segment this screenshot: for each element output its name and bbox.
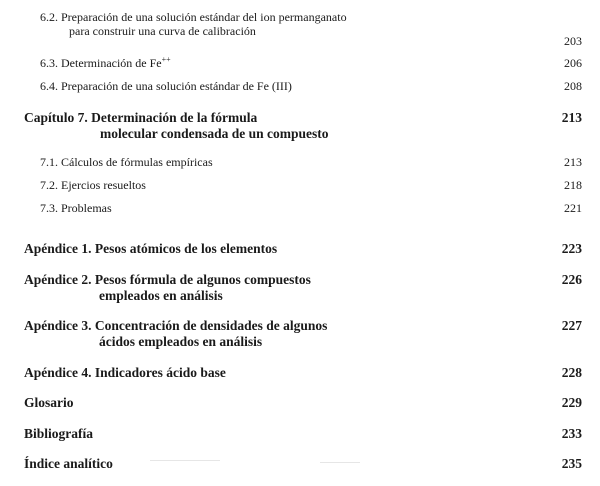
toc-entry-page-number: 218	[564, 178, 582, 192]
toc-entry-title: 7.1. Cálculos de fórmulas empíricas	[40, 155, 213, 169]
toc-entry-title-line-2: ácidos empleados en análisis	[99, 334, 263, 349]
toc-entry-page-number: 226	[561, 272, 582, 287]
toc-entry-title-text: 6.3. Determinación de Fe	[40, 56, 162, 70]
toc-entry-page-number: 229	[561, 395, 582, 410]
toc-entry-title: Glosario	[24, 395, 74, 410]
toc-entry-title: Apéndice 1. Pesos atómicos de los elementos	[24, 241, 278, 256]
toc-entry-page-number: 213	[564, 155, 582, 169]
scan-smudge	[320, 462, 360, 463]
toc-entry-title: 7.2. Ejercios resueltos	[40, 178, 146, 192]
toc-entry-page-number: 213	[561, 110, 582, 125]
toc-entry-title	[24, 272, 311, 304]
toc-entry-page-number: 223	[561, 241, 582, 256]
toc-entry-title-line-2: empleados en análisis	[99, 288, 223, 303]
toc-entry-page-number: 227	[561, 318, 582, 333]
toc-entry-title: 7.3. Problemas	[40, 201, 112, 215]
toc-entry-title	[40, 56, 171, 70]
toc-entry-title: Índice analítico	[24, 456, 113, 471]
toc-entry-title	[24, 110, 329, 142]
toc-entry-title-line-2: molecular condensada de un compuesto	[100, 126, 329, 141]
toc-entry-title-line-1: 6.2. Preparación de una solución estándar del ion permanganato	[40, 10, 347, 24]
toc-entry-page-number: 228	[561, 365, 582, 380]
toc-entry-title	[40, 10, 347, 38]
scan-smudge	[150, 460, 220, 461]
toc-entry-page-number: 235	[561, 456, 582, 471]
toc-entry-title: Bibliografía	[24, 426, 94, 441]
toc-entry-page-number: 208	[564, 79, 582, 93]
superscript-charge: ++	[161, 55, 171, 64]
toc-entry-title: 6.4. Preparación de una solución estándar de Fe (III)	[40, 79, 292, 93]
toc-entry-page-number: 221	[564, 201, 582, 215]
toc-entry-title: Apéndice 4. Indicadores ácido base	[24, 365, 226, 380]
toc-entry-page-number: 206	[564, 56, 582, 70]
toc-entry-page-number: 203	[564, 34, 582, 48]
toc-entry-title-line-1: Apéndice 3. Concentración de densidades de algunos	[24, 318, 328, 333]
toc-entry-title-line-1: Apéndice 2. Pesos fórmula de algunos compuestos	[24, 272, 311, 287]
toc-entry-title	[24, 318, 327, 350]
toc-entry-title-line-1: Capítulo 7. Determinación de la fórmula	[24, 110, 258, 125]
toc-entry-title-line-2: para construir una curva de calibración	[69, 24, 256, 38]
toc-entry-page-number: 233	[561, 426, 582, 441]
